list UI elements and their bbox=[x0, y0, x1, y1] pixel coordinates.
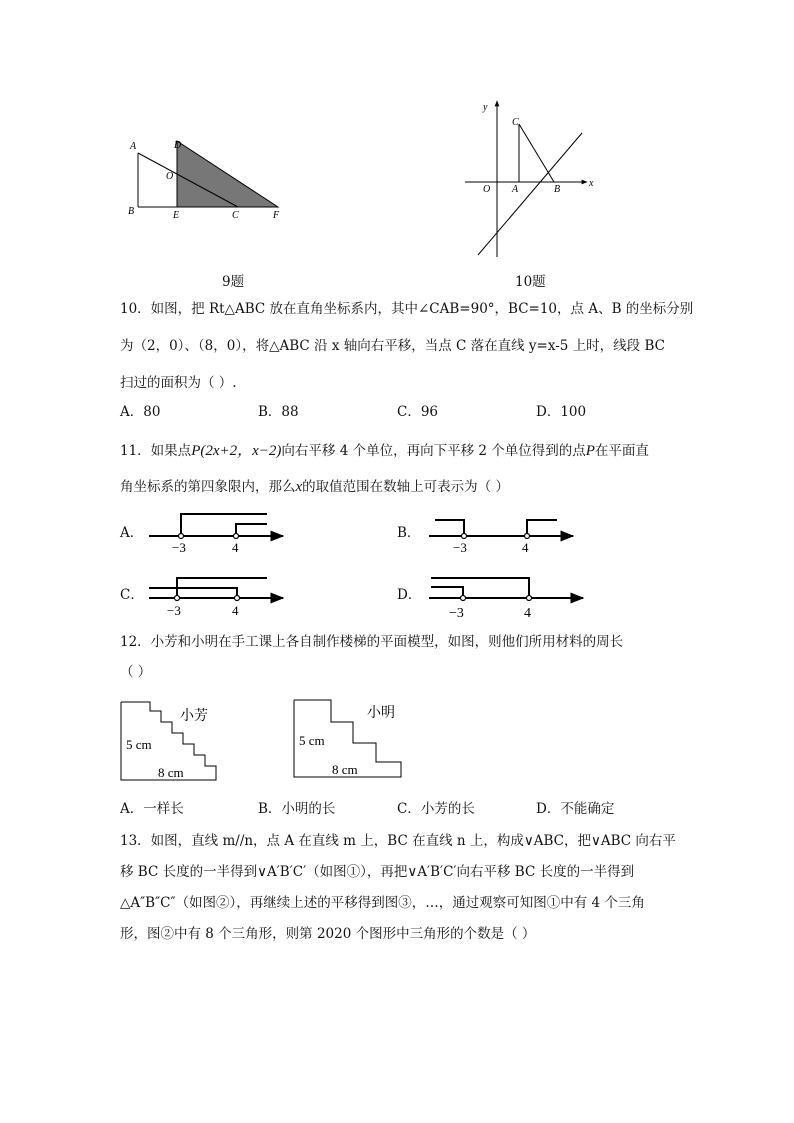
q11-point-p: P bbox=[585, 443, 595, 459]
q11-text-post: 在平面直 bbox=[594, 443, 649, 459]
q11-number-line-b bbox=[425, 508, 580, 553]
figure-10 bbox=[455, 95, 605, 260]
q10-option-d: D．100 bbox=[536, 404, 587, 420]
q10-option-c: C．96 bbox=[397, 404, 439, 420]
label-o: O bbox=[166, 171, 174, 182]
q10-line-1: 10．如图，把 Rt△ABC 放在直角坐标系内，其中∠CAB=90°，BC=10，点 A、B 的坐标分别 bbox=[120, 301, 694, 317]
label-b: B bbox=[128, 206, 135, 217]
q10-option-a: A．80 bbox=[120, 404, 161, 420]
tick-neg3: −3 bbox=[172, 540, 186, 553]
q10-option-b: B．88 bbox=[258, 404, 299, 420]
label-width-right: 8 cm bbox=[332, 762, 358, 777]
label-a: A bbox=[130, 141, 137, 152]
q12-line-1: 12．小芳和小明在手工课上各自制作楼梯的平面模型，如图，则他们所用材料的周长 bbox=[120, 634, 624, 650]
tick-4: 4 bbox=[232, 603, 239, 618]
q12-option-a: A．一样长 bbox=[120, 801, 184, 817]
label-x: x bbox=[589, 178, 594, 189]
segment-cb bbox=[519, 124, 554, 182]
label-f: F bbox=[273, 210, 280, 221]
q11-point-expression: P(2x+2，x−2) bbox=[191, 443, 282, 459]
q13-line-2: 移 BC 长度的一半得到∨A′B′C′（如图①），再把∨A′B′C′向右平移 BC 长度的一半得到 bbox=[120, 864, 635, 880]
q11-variable-x: x bbox=[295, 479, 303, 495]
q12-option-b: B．小明的长 bbox=[258, 801, 336, 817]
q11-number-line-c bbox=[145, 568, 290, 618]
q11-number-line-a bbox=[145, 508, 290, 553]
q11-option-a-label: A． bbox=[120, 525, 144, 541]
label-y: y bbox=[483, 102, 488, 113]
label-e: E bbox=[173, 210, 180, 221]
label-height-right: 5 cm bbox=[299, 733, 325, 748]
q10-line-3: 扫过的面积为（ ）. bbox=[120, 375, 237, 391]
tick-4: 4 bbox=[524, 606, 531, 621]
q11-number-line-d bbox=[425, 568, 590, 623]
q10-line-2: 为（2，0）、（8，0），将△ABC 沿 x 轴向右平移，当点 C 落在直线 y=x-5 上时，线段 BC bbox=[120, 338, 665, 354]
label-b: B bbox=[554, 184, 561, 195]
q12-option-d: D．不能确定 bbox=[536, 801, 615, 817]
label-c: C bbox=[512, 117, 519, 128]
q13-line-3: △A″B″C″（如图②），再继续上述的平移得到图③，…，通过观察可知图①中有 4 个三角 bbox=[120, 895, 645, 911]
q13-line-4: 形，图②中有 8 个三角形，则第 2020 个图形中三角形的个数是（ ） bbox=[120, 926, 536, 942]
q11-option-b-label: B． bbox=[397, 525, 421, 541]
q12-option-c: C．小芳的长 bbox=[397, 801, 475, 817]
q12-line-2: （ ） bbox=[120, 664, 152, 680]
q11-text-mid: 向右平移 4 个单位，再向下平移 2 个单位得到的点 bbox=[281, 443, 586, 459]
q12-staircase-xiaofang bbox=[118, 697, 236, 784]
shaded-triangle-def bbox=[177, 141, 278, 207]
q11-line-1 bbox=[120, 444, 649, 459]
q11-line-2 bbox=[120, 480, 509, 495]
label-o: O bbox=[483, 184, 491, 195]
label-width-left: 8 cm bbox=[158, 765, 184, 780]
tick-4: 4 bbox=[232, 540, 239, 553]
label-xiaofang: 小芳 bbox=[180, 709, 208, 724]
q11-text-line2-pre: 角坐标系的第四象限内，那么 bbox=[120, 479, 296, 495]
q11-text-line2-post: 的取值范围在数轴上可表示为（ ） bbox=[302, 479, 509, 495]
tick-4: 4 bbox=[522, 540, 529, 553]
label-xiaoming: 小明 bbox=[367, 706, 395, 721]
label-a: A bbox=[512, 184, 519, 195]
q11-option-d-label: D． bbox=[397, 587, 422, 603]
line-y-eq-x-minus-5 bbox=[478, 133, 582, 255]
figure-9 bbox=[120, 135, 295, 230]
tick-neg3: −3 bbox=[449, 606, 464, 621]
label-height-left: 5 cm bbox=[126, 737, 152, 752]
q11-option-c-label: C． bbox=[120, 587, 144, 603]
tick-neg3: −3 bbox=[453, 540, 467, 553]
figure-9-caption: 9题 bbox=[222, 274, 245, 290]
q13-line-1: 13．如图，直线 m//n，点 A 在直线 m 上，BC 在直线 n 上，构成∨ABC，把∨ABC 向右平 bbox=[120, 833, 676, 849]
label-d: D bbox=[174, 140, 182, 151]
tick-neg3: −3 bbox=[167, 603, 181, 618]
q12-staircase-xiaoming bbox=[291, 697, 409, 784]
q11-text-pre: 11．如果点 bbox=[120, 443, 192, 459]
label-c: C bbox=[232, 210, 239, 221]
figure-10-caption: 10题 bbox=[515, 274, 546, 290]
